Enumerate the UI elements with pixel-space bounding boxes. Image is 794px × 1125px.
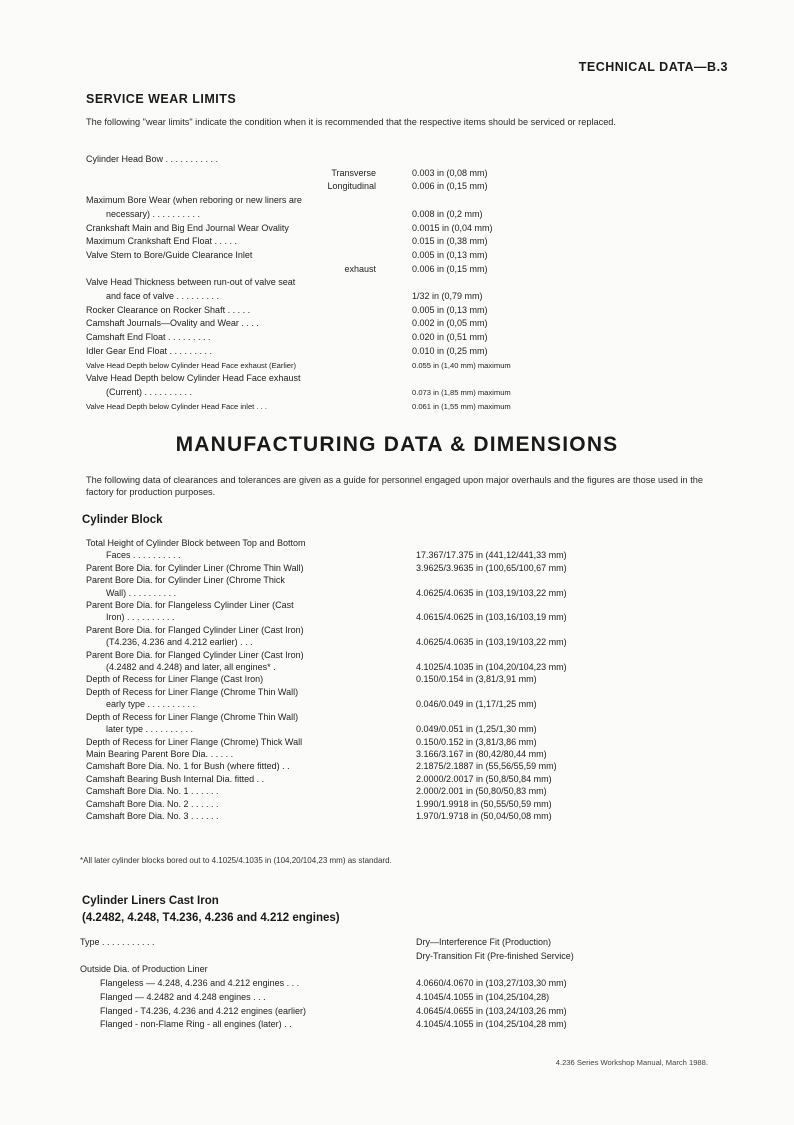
row-label: Valve Head Thickness between run-out of valve seat [86, 277, 296, 288]
row-label: Depth of Recess for Liner Flange (Cast Iron) [86, 674, 264, 685]
row-value: 2.1875/2.1887 in (55,56/55,59 mm) [416, 761, 557, 772]
table-row [86, 194, 706, 208]
table-row [80, 950, 720, 964]
row-value: 0.0015 in (0,04 mm) [412, 222, 493, 233]
row-label: Type . . . . . . . . . . . [80, 937, 155, 947]
row-label: Flanged — 4.2482 and 4.248 engines . . . [100, 991, 266, 1002]
row-value: 1/32 in (0,79 mm) [412, 291, 483, 302]
row-value: 4.0625/4.0635 in (103,19/103,22 mm) [416, 637, 567, 648]
row-value: 4.0645/4.0655 in (103,24/103,26 mm) [416, 1005, 567, 1016]
row-value: 4.0625/4.0635 in (103,19/103,22 mm) [416, 587, 567, 598]
row-label [80, 950, 400, 964]
row-label: (Current) . . . . . . . . . . [106, 386, 193, 397]
row-value: 3.9625/3.9635 in (100,65/100,67 mm) [416, 562, 567, 573]
table-row [86, 748, 726, 760]
table-row [86, 249, 706, 263]
row-label: Rocker Clearance on Rocker Shaft . . . . . [86, 304, 251, 315]
row-value: 4.0615/4.0625 in (103,16/103,19 mm) [416, 612, 567, 623]
row-value: 0.015 in (0,38 mm) [412, 236, 488, 247]
table-row [86, 276, 706, 290]
row-label: exhaust [344, 263, 376, 274]
row-value: 2.0000/2.0017 in (50,8/50,84 mm) [416, 773, 552, 784]
row-value: 1.970/1.9718 in (50,04/50,08 mm) [416, 810, 552, 821]
row-value: 0.150/0.154 in (3,81/3,91 mm) [416, 674, 537, 685]
row-value: 4.1045/4.1055 in (104,25/104,28 mm) [416, 1019, 567, 1030]
table-row [86, 736, 726, 748]
row-label: Parent Bore Dia. for Cylinder Liner (Chrome Thin Wall) [86, 562, 304, 573]
row-value: 0.003 in (0,08 mm) [412, 167, 488, 178]
table-row [80, 1018, 720, 1032]
row-value: 0.006 in (0,15 mm) [412, 181, 488, 192]
table-row [86, 317, 706, 331]
row-value: 4.1045/4.1055 in (104,25/104,28) [416, 991, 550, 1002]
table-row [86, 331, 706, 345]
row-label: Depth of Recess for Liner Flange (Chrome Thin Wall) [86, 711, 299, 722]
row-label: Idler Gear End Float . . . . . . . . . [86, 345, 213, 356]
row-value [416, 649, 726, 661]
table-row [86, 686, 726, 698]
row-label: Camshaft Bearing Bush Internal Dia. fitted . . [86, 773, 265, 784]
table-row [86, 235, 706, 249]
cylinder-block-table [86, 537, 726, 822]
row-value [412, 372, 706, 386]
row-value: 0.150/0.152 in (3,81/3,86 mm) [416, 736, 537, 747]
table-row [86, 760, 726, 772]
table-row [86, 400, 706, 414]
table-row [86, 723, 726, 735]
table-row [86, 649, 726, 661]
row-label: Valve Head Depth below Cylinder Head Face inlet . . . [86, 401, 267, 411]
row-label: Camshaft Bore Dia. No. 1 . . . . . . [86, 786, 219, 797]
table-row [86, 574, 726, 586]
row-label: Parent Bore Dia. for Flanged Cylinder Liner (Cast Iron) [86, 649, 304, 660]
table-row [86, 624, 726, 636]
row-label: Iron) . . . . . . . . . . [106, 612, 175, 623]
row-value [416, 686, 726, 698]
row-label: Camshaft End Float . . . . . . . . . [86, 332, 211, 343]
row-label: Transverse [331, 167, 376, 178]
cylinder-liners-subtitle: (4.2482, 4.248, T4.236, 4.236 and 4.212 engines) [82, 912, 340, 924]
table-row [86, 263, 706, 277]
row-label: Depth of Recess for Liner Flange (Chrome) Thick Wall [86, 736, 303, 747]
wear-limits-table [86, 153, 706, 413]
row-label: Maximum Bore Wear (when reboring or new liners are [86, 195, 302, 206]
row-value [412, 153, 706, 167]
row-label: Depth of Recess for Liner Flange (Chrome Thin Wall) [86, 686, 299, 697]
row-label: Cylinder Head Bow . . . . . . . . . . . [86, 154, 219, 164]
table-row [86, 810, 726, 822]
row-value [412, 194, 706, 208]
row-label: Parent Bore Dia. for Cylinder Liner (Chrome Thick [86, 575, 285, 586]
row-value: 0.073 in (1,85 mm) maximum [412, 387, 511, 397]
cylinder-liners-title: Cylinder Liners Cast Iron [82, 895, 219, 907]
table-row [80, 1005, 720, 1019]
row-label: Total Height of Cylinder Block between Top and Bottom [86, 538, 306, 548]
row-label: (4.2482 and 4.248) and later, all engines* . [106, 662, 276, 673]
row-label: Flanged - non-Flame Ring - all engines (later) . . [100, 1019, 292, 1030]
table-row [86, 359, 706, 373]
cylinder-block-title: Cylinder Block [82, 514, 163, 526]
row-label: Faces . . . . . . . . . . [106, 550, 181, 561]
row-value: 3.166/3.167 in (80,42/80,44 mm) [416, 748, 547, 759]
table-row [86, 537, 726, 549]
table-row [80, 991, 720, 1005]
row-value [416, 624, 726, 636]
table-row [86, 773, 726, 785]
table-row [86, 153, 706, 167]
row-value: 0.046/0.049 in (1,17/1,25 mm) [416, 699, 537, 710]
row-label: Outside Dia. of Production Liner [80, 964, 208, 975]
row-label: later type . . . . . . . . . . [106, 724, 194, 735]
row-value: 1.990/1.9918 in (50,55/50,59 mm) [416, 798, 552, 809]
row-label: and face of valve . . . . . . . . . [106, 291, 220, 302]
table-row [86, 290, 706, 304]
table-row [86, 167, 706, 181]
row-label: (T4.236, 4.236 and 4.212 earlier) . . . [106, 637, 253, 648]
table-row [86, 599, 726, 611]
page-header: TECHNICAL DATA—B.3 [578, 60, 728, 74]
table-row [80, 963, 720, 977]
row-value [416, 537, 726, 549]
table-row [86, 798, 726, 810]
row-value: 0.055 in (1,40 mm) maximum [412, 360, 511, 370]
row-value: Dry-Transition Fit (Pre-finished Service) [416, 950, 574, 961]
table-row [86, 304, 706, 318]
table-row [86, 587, 726, 599]
table-row [86, 698, 726, 710]
service-wear-limits-title: SERVICE WEAR LIMITS [86, 92, 237, 106]
table-row [86, 611, 726, 623]
table-row [86, 345, 706, 359]
table-row [86, 372, 706, 386]
row-label: Maximum Crankshaft End Float . . . . . [86, 236, 238, 247]
row-value [412, 276, 706, 290]
table-row [80, 936, 720, 950]
table-row [86, 636, 726, 648]
row-value [416, 711, 726, 723]
row-value: Dry—Interference Fit (Production) [416, 937, 552, 947]
table-row [86, 785, 726, 797]
footnote: *All later cylinder blocks bored out to 4.1025/4.1035 in (104,20/104,23 mm) as standard. [80, 856, 392, 865]
table-row [86, 711, 726, 723]
row-value: 17.367/17.375 in (441,12/441,33 mm) [416, 550, 567, 561]
row-value: 0.020 in (0,51 mm) [412, 332, 488, 343]
row-label: Longitudinal [327, 181, 376, 192]
row-label: Parent Bore Dia. for Flangeless Cylinder Liner (Cast [86, 600, 294, 611]
row-value: 2.000/2.001 in (50,80/50,83 mm) [416, 786, 547, 797]
row-value: 0.005 in (0,13 mm) [412, 249, 488, 260]
row-value [416, 963, 720, 977]
row-label: Parent Bore Dia. for Flanged Cylinder Liner (Cast Iron) [86, 624, 304, 635]
row-value: 0.002 in (0,05 mm) [412, 318, 488, 329]
row-value: 0.006 in (0,15 mm) [412, 263, 488, 274]
table-row [86, 386, 706, 400]
row-value: 0.008 in (0,2 mm) [412, 208, 483, 219]
row-label: Camshaft Journals—Ovality and Wear . . . . [86, 318, 259, 329]
table-row [86, 222, 706, 236]
row-value: 4.1025/4.1035 in (104,20/104,23 mm) [416, 662, 567, 673]
table-row [86, 673, 726, 685]
row-label: Flanged - T4.236, 4.236 and 4.212 engines (earlier) [100, 1005, 306, 1016]
row-value: 0.061 in (1,55 mm) maximum [412, 401, 511, 411]
row-label: Camshaft Bore Dia. No. 3 . . . . . . [86, 810, 219, 821]
mfg-intro: The following data of clearances and tolerances are given as a guide for personnel engaged upon major overhauls and the figures are those used in the factory for production purposes. [86, 475, 703, 497]
row-value: 0.049/0.051 in (1,25/1,30 mm) [416, 724, 537, 735]
row-label: necessary) . . . . . . . . . . [106, 208, 201, 219]
wear-intro: The following "wear limits" indicate the condition when it is recommended that the respective items should be serviced or replaced. [86, 117, 616, 127]
row-value: 0.005 in (0,13 mm) [412, 304, 488, 315]
row-value [416, 599, 726, 611]
manufacturing-data-title: MANUFACTURING DATA & DIMENSIONS [175, 433, 619, 456]
table-row [86, 208, 706, 222]
table-row [86, 562, 726, 574]
row-label: Valve Head Depth below Cylinder Head Face exhaust (Earlier) [86, 360, 297, 370]
row-label: Crankshaft Main and Big End Journal Wear Ovality [86, 222, 289, 233]
table-row [80, 977, 720, 991]
cylinder-liners-table [80, 936, 720, 1032]
row-label: Flangeless — 4.248, 4.236 and 4.212 engines . . . [100, 978, 300, 989]
row-label: Wall) . . . . . . . . . . [106, 587, 177, 598]
table-row [86, 180, 706, 194]
row-value [416, 574, 726, 586]
table-row [86, 549, 726, 561]
footer-note: 4.236 Series Workshop Manual, March 1988. [555, 1058, 708, 1067]
row-label: Camshaft Bore Dia. No. 2 . . . . . . [86, 798, 219, 809]
row-value: 0.010 in (0,25 mm) [412, 345, 488, 356]
row-label: Camshaft Bore Dia. No. 1 for Bush (where fitted) . . [86, 761, 290, 772]
row-value: 4.0660/4.0670 in (103,27/103,30 mm) [416, 978, 567, 989]
table-row [86, 661, 726, 673]
row-label: early type . . . . . . . . . . [106, 699, 196, 710]
row-label: Valve Head Depth below Cylinder Head Face exhaust [86, 373, 301, 384]
row-label: Valve Stem to Bore/Guide Clearance Inlet [86, 249, 253, 260]
row-label: Main Bearing Parent Bore Dia. . . . . . [86, 748, 234, 759]
